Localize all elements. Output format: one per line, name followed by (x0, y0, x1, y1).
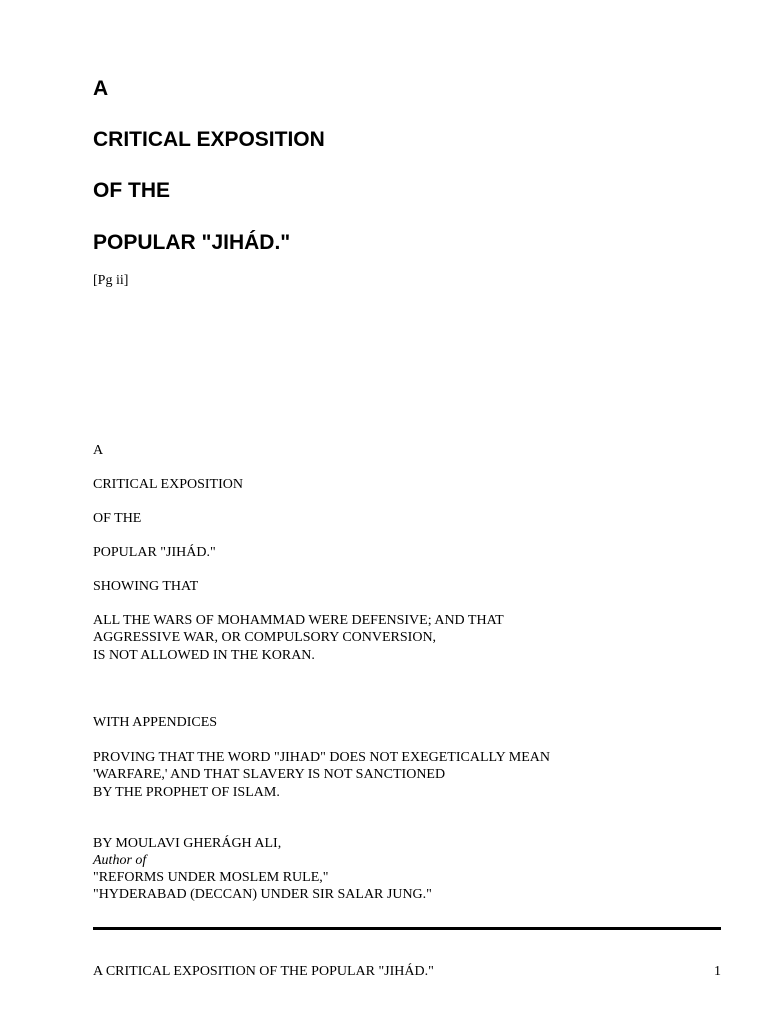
footer-running-title: A CRITICAL EXPOSITION OF THE POPULAR "JIHÁD." (93, 964, 434, 979)
proving-line-1: PROVING THAT THE WORD "JIHAD" DOES NOT EXEGETICALLY MEAN (93, 750, 550, 765)
title-page-line-1: A (93, 443, 104, 458)
main-title-line-4: POPULAR "JIHÁD." (93, 231, 291, 254)
author-of-line: Author of (93, 853, 147, 868)
proving-line-2: 'WARFARE,' AND THAT SLAVERY IS NOT SANCTIONED (93, 767, 446, 782)
footer-page-number: 1 (714, 964, 721, 979)
work-line-1: "REFORMS UNDER MOSLEM RULE," (93, 870, 329, 885)
title-page-line-3: OF THE (93, 511, 142, 526)
work-line-2: "HYDERABAD (DECCAN) UNDER SIR SALAR JUNG." (93, 887, 432, 902)
claim-line-2: AGGRESSIVE WAR, OR COMPULSORY CONVERSION, (93, 630, 437, 645)
title-page-line-4: POPULAR "JIHÁD." (93, 545, 216, 560)
claim-line-1: ALL THE WARS OF MOHAMMAD WERE DEFENSIVE; AND THAT (93, 613, 504, 628)
with-appendices: WITH APPENDICES (93, 715, 218, 730)
author-line: BY MOULAVI GHERÁGH ALI, (93, 836, 282, 851)
page-marker: [Pg ii] (93, 273, 129, 288)
claim-line-3: IS NOT ALLOWED IN THE KORAN. (93, 648, 315, 663)
main-title-line-1: A (93, 77, 109, 100)
showing-that: SHOWING THAT (93, 579, 199, 594)
footer-divider (93, 927, 721, 930)
main-title-line-3: OF THE (93, 179, 170, 202)
proving-line-3: BY THE PROPHET OF ISLAM. (93, 785, 280, 800)
title-page-line-2: CRITICAL EXPOSITION (93, 477, 243, 492)
main-title-line-2: CRITICAL EXPOSITION (93, 128, 325, 151)
